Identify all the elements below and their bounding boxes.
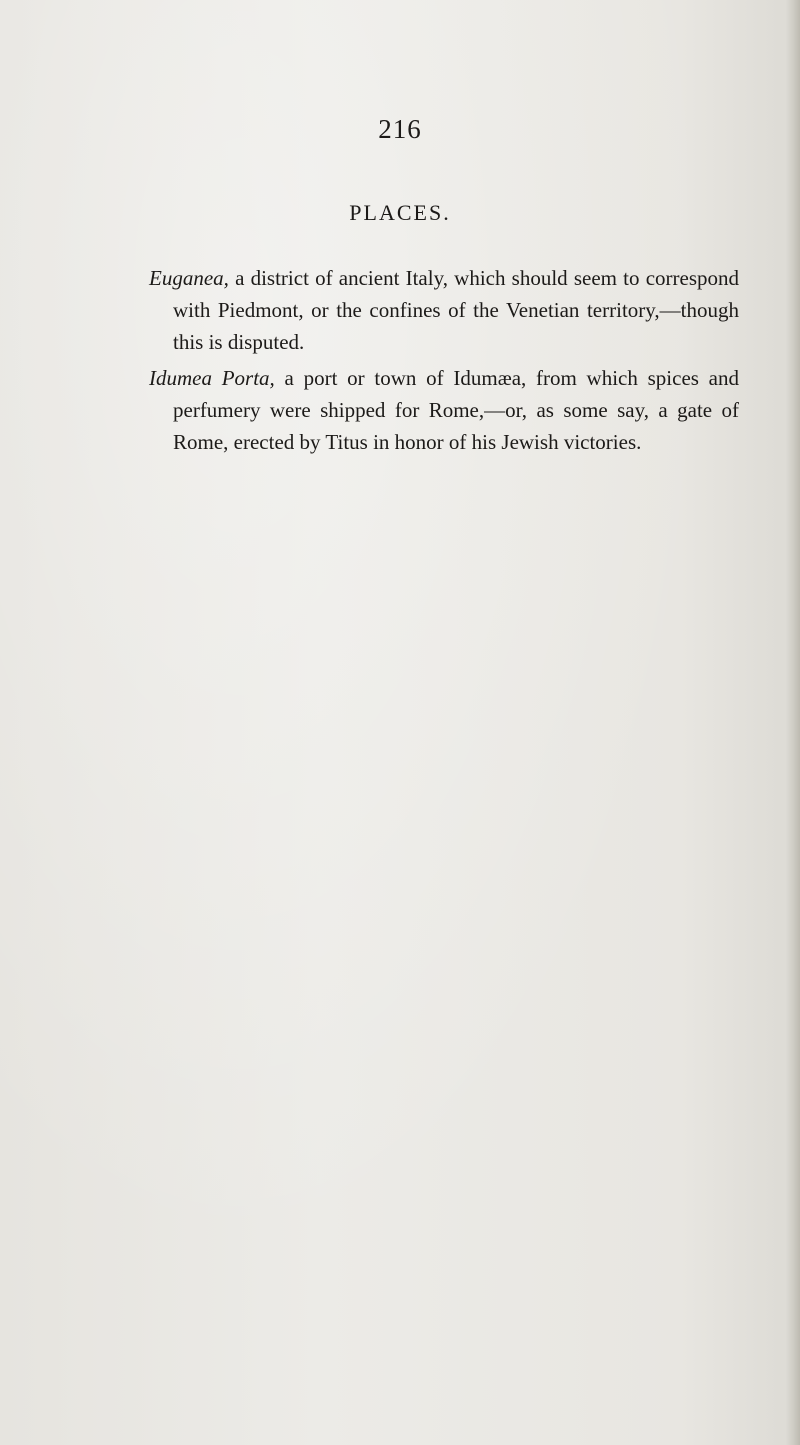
page-number: 216 bbox=[378, 114, 422, 144]
entry-headword: Idumea Porta, bbox=[149, 366, 275, 390]
entry-idumea-porta bbox=[149, 362, 739, 458]
entry-list bbox=[149, 262, 739, 458]
entry-text: a district of ancient Italy, which should seem to correspond with Piedmont, or the confines of the Venetian territory,—though this is disputed. bbox=[173, 266, 739, 354]
entry-euganea bbox=[149, 262, 739, 358]
running-head: PLACES. bbox=[349, 200, 451, 225]
entry-headword: Euganea, bbox=[149, 266, 229, 290]
entry-text: a port or town of Idumæa, from which spices and perfumery were shipped for Rome,—or, as some say, a gate of Rome, erected by Titus in honor of his Jewish victories. bbox=[173, 366, 739, 454]
